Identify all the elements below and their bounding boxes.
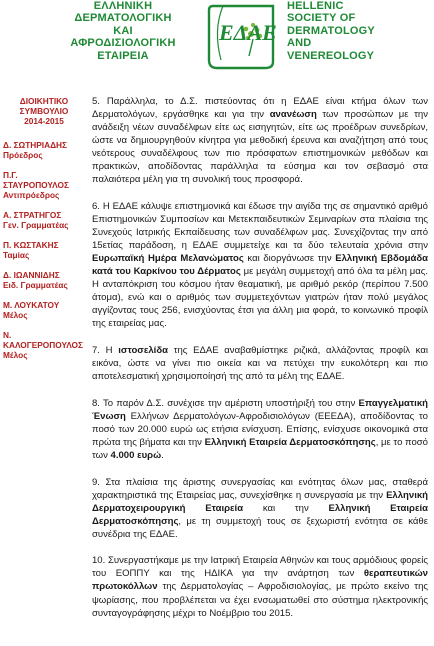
member-role: Μέλος	[3, 310, 28, 320]
society-name-english-line: VENEREOLOGY	[287, 49, 375, 62]
member-name: Π. ΚΩΣΤΑΚΗΣ	[3, 240, 59, 250]
paragraph-6	[92, 200, 428, 330]
board-term: 2014-2015	[24, 116, 64, 126]
society-name-greek	[48, 0, 198, 62]
emphasis-text: ιστοσελίδα	[118, 344, 168, 356]
paragraph-text: 9. Στα πλαίσια της άριστης συνεργασίας και ενότητας όλων μας, σταθερά χαρακτηριστικά της Εταιρείας μας, συνεχίσθηκε η συνεργασία με την	[92, 476, 428, 501]
board-title: ΔΙΟΙΚΗΤΙΚΟ ΣΥΜΒΟΥΛΙΟ	[19, 96, 69, 116]
society-name-greek-line: ΑΦΡΟΔΙΣΙΟΛΟΓΙΚΗ	[70, 37, 176, 50]
board-member	[3, 300, 85, 320]
paragraph-text: της Δερματολογίας – Αφροδισιολογίας, με πρώτο εκείνο της ψωρίασης, που προβλέπεται να έχει ενσωματωθεί στο σύστημα ηλεκτρονικής συνταγογράφησης μέχρι το Νοέμβριο του 2015.	[92, 581, 428, 619]
member-name: Ν. ΚΑΛΟΓΕΡΟΠΟΥΛΟΣ	[3, 330, 83, 350]
paragraph-7	[92, 344, 428, 383]
member-name: Α. ΣΤΡΑΤΗΓΟΣ	[3, 210, 62, 220]
society-name-english-line: DERMATOLOGY	[287, 24, 375, 37]
paragraph-5	[92, 95, 428, 186]
paragraph-text: των προσώπων με την ανάδειξη νέων συναδέλφων είτε ως εισηγητών, είτε ως προέδρων συνεδρίων, ώστε να δημιουργηθούν κίνητρα για μεθοδική έρευνα και αναζήτηση από τους νεότερους συναδέλφους των πιο πρόσφατων επιστημονικών μεθόδων και πρακτικών, αποδίδοντας παράλληλα τα εύσημα και τον σεβασμό στα παλαιότερα μέλη για τη συνολική τους προσφορά.	[92, 109, 428, 186]
paragraph-text: , με τη συμμετοχή τους σε ξεχωριστή ενότητα σε κάθε συνέδρια της ΕΔΑΕ.	[92, 515, 428, 540]
society-name-english-line: AND	[287, 37, 312, 50]
member-role: Ταμίας	[3, 250, 30, 260]
paragraph-text: 7. Η	[92, 344, 119, 356]
paragraph-10	[92, 554, 428, 619]
member-name: Δ. ΙΩΑΝΝΙΔΗΣ	[3, 270, 60, 280]
paragraph-text: 10. Συνεργαστήκαμε με την Ιατρική Εταιρεία Αθηνών και τους αρμόδιους φορείς του ΕΟΠΠΥ και της ΗΔΙΚΑ για την ανάρτηση των	[92, 555, 428, 580]
member-role: Μέλος	[3, 350, 28, 360]
emphasis-text: Ευρωπαϊκή Ημέρα Μελανώματος	[92, 253, 244, 265]
board-member	[3, 240, 85, 260]
paragraph-text: Ελλήνων Δερματολόγων-Αφροδισιολόγων (ΕΕΕΔΑ), αποδίδοντας το ποσό των 20.000 ευρώ ως ετήσια ενίσχυση. Επίσης, ενίσχυσε οικονομικά στα πρώτα της βήματα και την	[92, 410, 428, 448]
emphasis-text: Επαγγελματική Ένωση	[92, 397, 428, 422]
board-sidebar	[3, 96, 85, 360]
paragraph-text: .	[161, 449, 164, 461]
emphasis-text: Ελληνική Εταιρεία Δερματοσκόπησης	[204, 436, 376, 448]
society-name-english-line: SOCIETY OF	[287, 12, 356, 25]
board-member	[3, 140, 85, 160]
member-role: Γεν. Γραμματέας	[3, 220, 69, 230]
member-name: Δ. ΣΩΤΗΡΙΑΔΗΣ	[3, 140, 68, 150]
paragraph-text: 8. Το παρόν Δ.Σ. συνέχισε την αμέριστη υποστήριξή του στην	[92, 397, 359, 409]
paragraph-text: με μεγάλη συμμετοχή από όλα τα μέλη μας. Η ανταπόκριση του κόσμου ήταν θεαματική, με αριθμό ρεκόρ (περίπου 7.500 άτομα), ενώ και ο αριθμός των συμμετεχόντων γιατρών ήταν πολύ μεγάλος αγγίζοντας τους 256, ενισχύοντας έτσι για άλλη μια φορά, το κοινωνικό προφίλ της εταιρείας μας.	[92, 266, 428, 330]
paragraph-text: 6. Η ΕΔΑΕ κάλυψε επιστημονικά και έδωσε την αιγίδα της σε σημαντικό αριθμό Επιστημονικών Συμποσίων και Μετεκπαιδευτικών Σεμιναρίων στα πλαίσια της Συνεχούς Ιατρικής Εκπαίδευσης των συναδέλφων μας. Συνεχίζοντας την από 15ετίας παράδοση, η ΕΔΑΕ συμμετείχε και τα δύο τελευταία χρόνια στην	[92, 200, 428, 252]
society-name-english-line: HELLENIC	[287, 0, 344, 12]
paragraph-text: και την	[243, 502, 329, 514]
paragraph-8	[92, 397, 428, 462]
emphasis-text: 4.000 ευρώ	[110, 449, 162, 461]
letterhead	[0, 0, 434, 84]
society-name-greek-line: ΚΑΙ	[113, 24, 133, 37]
paragraph-text: , με το ποσό των	[92, 436, 428, 461]
logo-letter: ΕΔΑΕ	[219, 20, 277, 45]
paragraph-text: 5. Παράλληλα, το Δ.Σ. πιστεύοντας ότι η ΕΔΑΕ είναι κτήμα όλων των Δερματολόγων, εργάσθηκε και για την	[92, 96, 428, 121]
letter-body	[92, 95, 428, 633]
paragraph-text: της ΕΔΑΕ αναβαθμίστηκε ριζικά, αλλάζοντας προφίλ και εικόνα, ώστε να γίνει πιο οικεία και να πετύχει την ευκολότερη και πιο αποτελεσματική χρησιμοποίησή της από τα μέλη της ΕΔΑΕ.	[92, 344, 428, 383]
member-role: Ειδ. Γραμματέας	[3, 280, 68, 290]
society-name-greek-line: ΕΛΛΗΝΙΚΗ	[93, 0, 153, 12]
society-name-greek-line: ΔΕΡΜΑΤΟΛΟΓΙΚΗ	[74, 12, 172, 25]
board-member	[3, 330, 85, 360]
emphasis-text: Ελληνική Εταιρεία Δερματοσκόπησης	[92, 502, 428, 527]
emphasis-text: θεραπευτικών πρωτοκόλλων	[92, 568, 428, 593]
board-member	[3, 270, 85, 290]
member-role: Πρόεδρος	[3, 150, 43, 160]
society-logo	[203, 0, 279, 70]
member-name: Π.Γ. ΣΤΑΥΡΟΠΟΥΛΟΣ	[3, 170, 69, 190]
society-name-greek-line: ΕΤΑΙΡΕΙΑ	[97, 49, 149, 62]
society-name-english	[287, 0, 427, 62]
board-member	[3, 210, 85, 230]
emphasis-text: ανανέωση	[269, 109, 317, 121]
paragraph-9	[92, 476, 428, 541]
emphasis-text: Ελληνική Δερματοχειρουργική Εταιρεία	[92, 489, 428, 514]
paragraph-text: και διοργάνωσε την	[243, 253, 336, 265]
member-role: Αντιπρόεδρος	[3, 190, 60, 200]
board-member	[3, 170, 85, 200]
member-name: Μ. ΛΟΥΚΑΤΟΥ	[3, 300, 60, 310]
emphasis-text: Ελληνική Εβδομάδα κατά του Καρκίνου του Δέρματος	[92, 253, 428, 278]
